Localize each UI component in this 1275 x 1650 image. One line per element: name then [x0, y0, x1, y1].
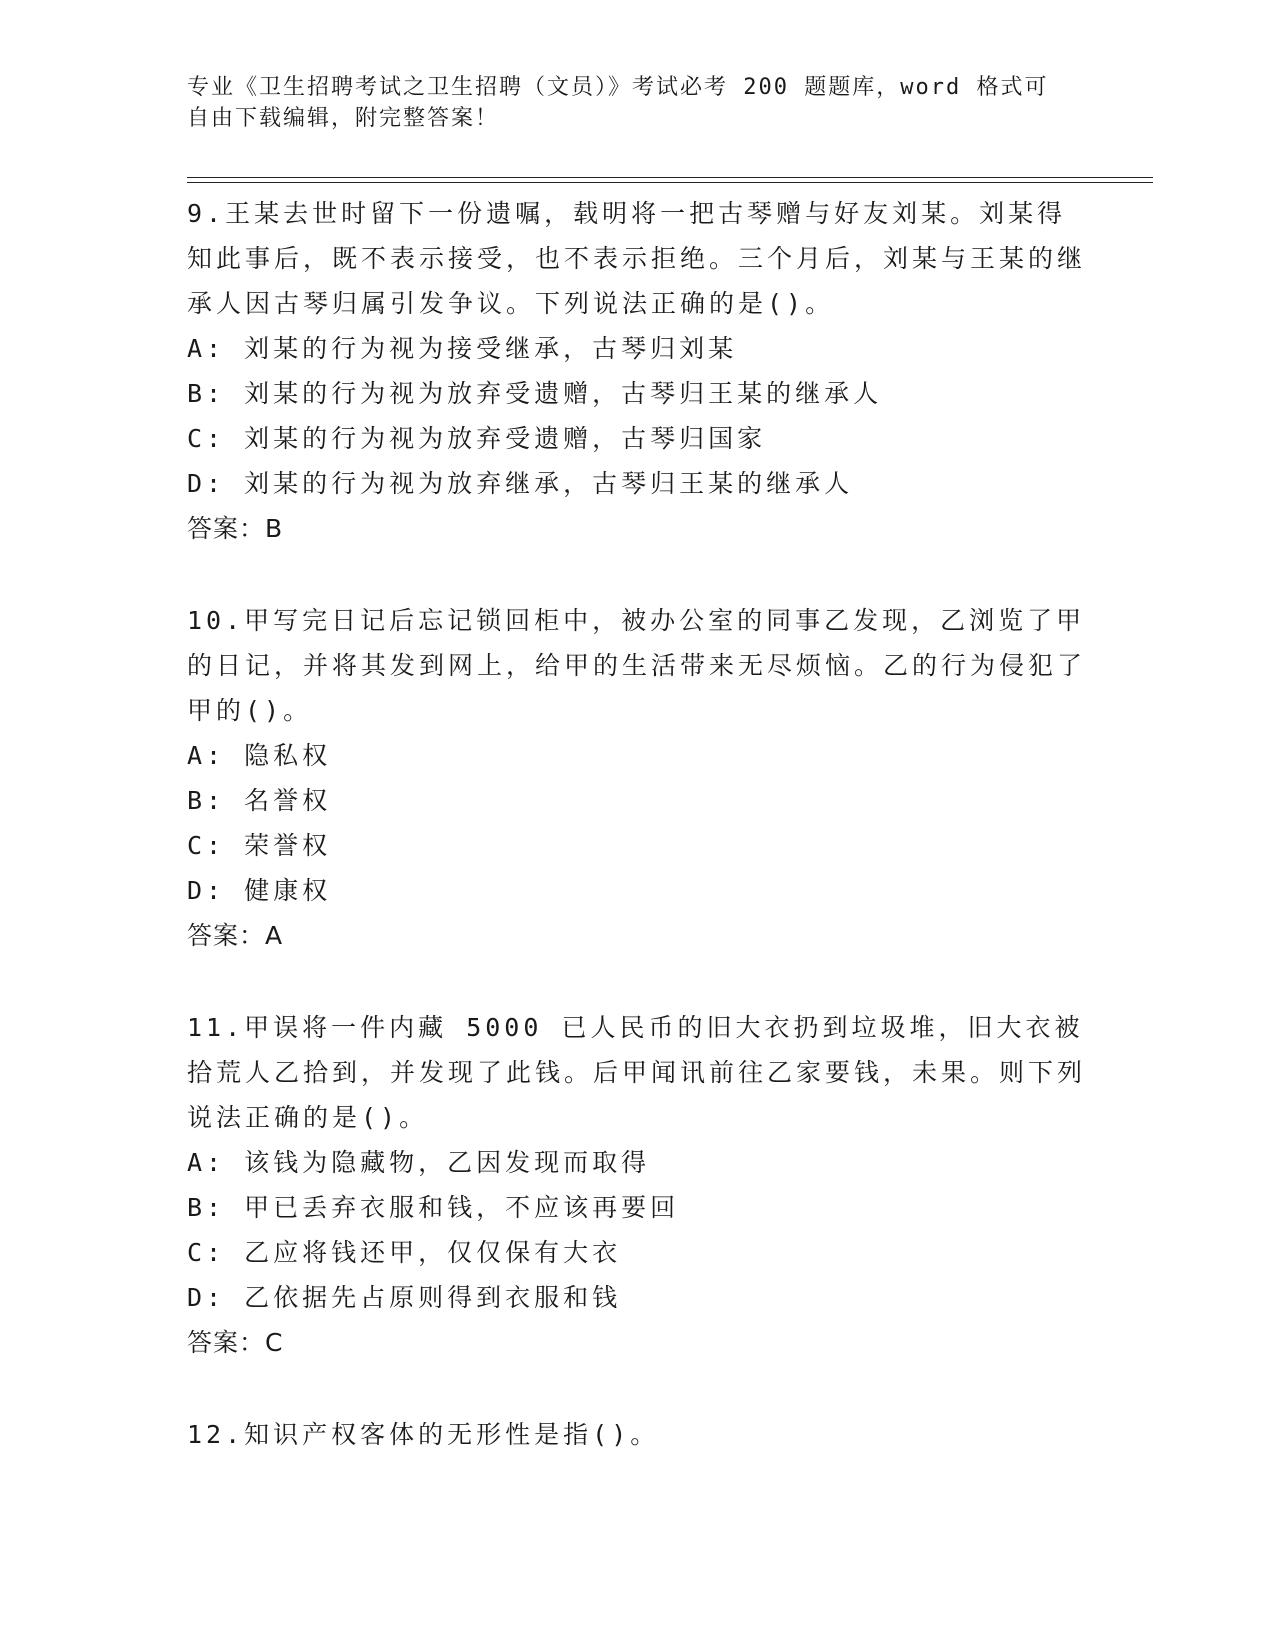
question-10 — [187, 598, 1087, 958]
option-b: B: 甲已丢弃衣服和钱，不应该再要回 — [187, 1193, 680, 1222]
question-11 — [187, 1005, 1087, 1365]
option-a: A: 该钱为隐藏物，乙因发现而取得 — [187, 1148, 651, 1177]
option-a: A: 刘某的行为视为接受继承，古琴归刘某 — [187, 334, 738, 363]
question-stem: 9.王某去世时留下一份遗嘱，载明将一把古琴赠与好友刘某。刘某得知此事后，既不表示接受，也不表示拒绝。三个月后，刘某与王某的继承人因古琴归属引发争议。下列说法正确的是()。 — [187, 199, 1087, 318]
question-list — [187, 191, 1087, 1504]
option-b: B: 刘某的行为视为放弃受遗赠，古琴归王某的继承人 — [187, 379, 883, 408]
document-header: 专业《卫生招聘考试之卫生招聘（文员）》考试必考 200 题题库，word 格式可自由下载编辑，附完整答案！ — [187, 75, 1049, 131]
header-divider-bottom — [187, 182, 1153, 183]
option-d: D: 乙依据先占原则得到衣服和钱 — [187, 1283, 622, 1312]
option-c: C: 刘某的行为视为放弃受遗赠，古琴归国家 — [187, 424, 767, 453]
answer-line: 答案：C — [187, 1328, 284, 1357]
option-c: C: 乙应将钱还甲，仅仅保有大衣 — [187, 1238, 622, 1267]
option-d: D: 刘某的行为视为放弃继承，古琴归王某的继承人 — [187, 469, 854, 498]
option-d: D: 健康权 — [187, 876, 332, 905]
option-b: B: 名誉权 — [187, 786, 332, 815]
question-9 — [187, 191, 1087, 551]
answer-line: 答案：A — [187, 921, 284, 950]
question-stem: 12.知识产权客体的无形性是指()。 — [187, 1420, 660, 1449]
option-c: C: 荣誉权 — [187, 831, 332, 860]
option-a: A: 隐私权 — [187, 741, 332, 770]
answer-line: 答案：B — [187, 514, 284, 543]
question-12 — [187, 1412, 1087, 1457]
question-stem: 10.甲写完日记后忘记锁回柜中，被办公室的同事乙发现，乙浏览了甲的日记，并将其发到网上，给甲的生活带来无尽烦恼。乙的行为侵犯了甲的()。 — [187, 606, 1087, 725]
question-stem: 11.甲误将一件内藏 5000 已人民币的旧大衣扔到垃圾堆，旧大衣被拾荒人乙拾到，并发现了此钱。后甲闻讯前往乙家要钱，未果。则下列说法正确的是()。 — [187, 1013, 1087, 1132]
header-divider-top — [187, 177, 1153, 178]
